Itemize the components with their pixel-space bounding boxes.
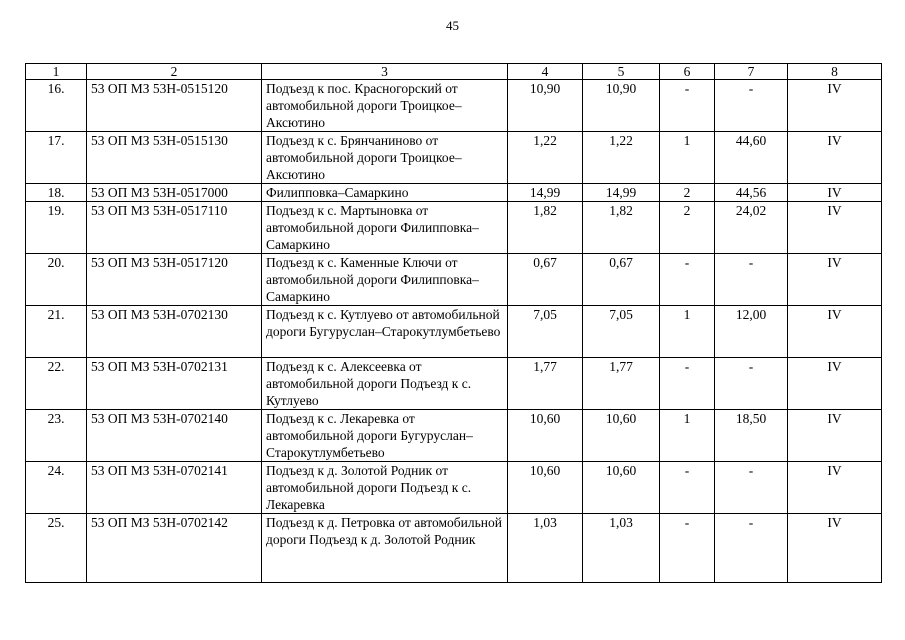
col-7-value: 24,02 [715,202,788,254]
col-4-value: 1,77 [508,358,583,410]
col-6-value: - [660,80,715,132]
col-5-value: 1,82 [583,202,660,254]
column-header: 7 [715,64,788,80]
col-4-value: 14,99 [508,184,583,202]
column-header: 6 [660,64,715,80]
col-5-value: 7,05 [583,306,660,358]
col-6-value: - [660,462,715,514]
road-code: 53 ОП МЗ 53Н-0702130 [87,306,262,358]
column-header: 2 [87,64,262,80]
table-row [26,462,882,514]
col-6-value: 1 [660,410,715,462]
col-4-value: 7,05 [508,306,583,358]
road-name: Подъезд к пос. Красногорский от автомобильной дороги Троицкое–Аксютино [262,80,508,132]
road-code: 53 ОП МЗ 53Н-0517110 [87,202,262,254]
road-code: 53 ОП МЗ 53Н-0702141 [87,462,262,514]
col-5-value: 1,77 [583,358,660,410]
col-6-value: 2 [660,184,715,202]
header-row [26,64,882,80]
column-header: 8 [788,64,882,80]
road-name: Подъезд к д. Петровка от автомобильной дороги Подъезд к д. Золотой Родник [262,514,508,583]
col-7-value: 44,60 [715,132,788,184]
table-row [26,202,882,254]
row-number: 17. [26,132,87,184]
col-7-value: 18,50 [715,410,788,462]
col-7-value: - [715,254,788,306]
col-5-value: 1,22 [583,132,660,184]
col-7-value: - [715,358,788,410]
page-number: 45 [446,18,459,33]
column-header: 3 [262,64,508,80]
col-8-value: IV [788,514,882,583]
road-code: 53 ОП МЗ 53Н-0515120 [87,80,262,132]
col-5-value: 10,60 [583,410,660,462]
col-5-value: 10,90 [583,80,660,132]
row-number: 24. [26,462,87,514]
col-6-value: 1 [660,306,715,358]
col-5-value: 14,99 [583,184,660,202]
col-5-value: 10,60 [583,462,660,514]
col-4-value: 1,03 [508,514,583,583]
col-5-value: 0,67 [583,254,660,306]
row-number: 25. [26,514,87,583]
row-number: 21. [26,306,87,358]
table-row [26,514,882,583]
table-row [26,358,882,410]
col-8-value: IV [788,202,882,254]
col-7-value: - [715,462,788,514]
col-4-value: 10,60 [508,462,583,514]
col-6-value: - [660,254,715,306]
col-4-value: 1,22 [508,132,583,184]
road-code: 53 ОП МЗ 53Н-0517120 [87,254,262,306]
col-8-value: IV [788,358,882,410]
road-code: 53 ОП МЗ 53Н-0702142 [87,514,262,583]
col-6-value: 2 [660,202,715,254]
col-6-value: - [660,514,715,583]
road-code: 53 ОП МЗ 53Н-0515130 [87,132,262,184]
table-row [26,184,882,202]
road-name: Филипповка–Самаркино [262,184,508,202]
col-8-value: IV [788,254,882,306]
table-row [26,132,882,184]
road-name: Подъезд к с. Брянчаниново от автомобильной дороги Троицкое–Аксютино [262,132,508,184]
road-name: Подъезд к с. Кутлуево от автомобильной дороги Бугуруслан–Старокутлумбетьево [262,306,508,358]
row-number: 19. [26,202,87,254]
table-row [26,410,882,462]
col-7-value: 44,56 [715,184,788,202]
column-header: 5 [583,64,660,80]
col-4-value: 10,60 [508,410,583,462]
column-header: 4 [508,64,583,80]
roads-table [25,63,882,583]
road-code: 53 ОП МЗ 53Н-0517000 [87,184,262,202]
road-name: Подъезд к с. Мартыновка от автомобильной дороги Филипповка–Самаркино [262,202,508,254]
col-8-value: IV [788,462,882,514]
row-number: 22. [26,358,87,410]
road-code: 53 ОП МЗ 53Н-0702140 [87,410,262,462]
col-8-value: IV [788,306,882,358]
road-name: Подъезд к д. Золотой Родник от автомобильной дороги Подъезд к с. Лекаревка [262,462,508,514]
table-row [26,306,882,358]
table-row [26,254,882,306]
road-code: 53 ОП МЗ 53Н-0702131 [87,358,262,410]
col-6-value: - [660,358,715,410]
table-row [26,80,882,132]
column-header: 1 [26,64,87,80]
road-name: Подъезд к с. Алексеевка от автомобильной дороги Подъезд к с. Кутлуево [262,358,508,410]
road-name: Подъезд к с. Каменные Ключи от автомобильной дороги Филипповка–Самаркино [262,254,508,306]
row-number: 16. [26,80,87,132]
col-8-value: IV [788,132,882,184]
row-number: 23. [26,410,87,462]
road-name: Подъезд к с. Лекаревка от автомобильной дороги Бугуруслан–Старокутлумбетьево [262,410,508,462]
col-4-value: 0,67 [508,254,583,306]
col-5-value: 1,03 [583,514,660,583]
col-4-value: 1,82 [508,202,583,254]
col-7-value: - [715,80,788,132]
row-number: 20. [26,254,87,306]
col-6-value: 1 [660,132,715,184]
col-8-value: IV [788,80,882,132]
col-8-value: IV [788,184,882,202]
col-4-value: 10,90 [508,80,583,132]
row-number: 18. [26,184,87,202]
col-7-value: - [715,514,788,583]
col-8-value: IV [788,410,882,462]
col-7-value: 12,00 [715,306,788,358]
